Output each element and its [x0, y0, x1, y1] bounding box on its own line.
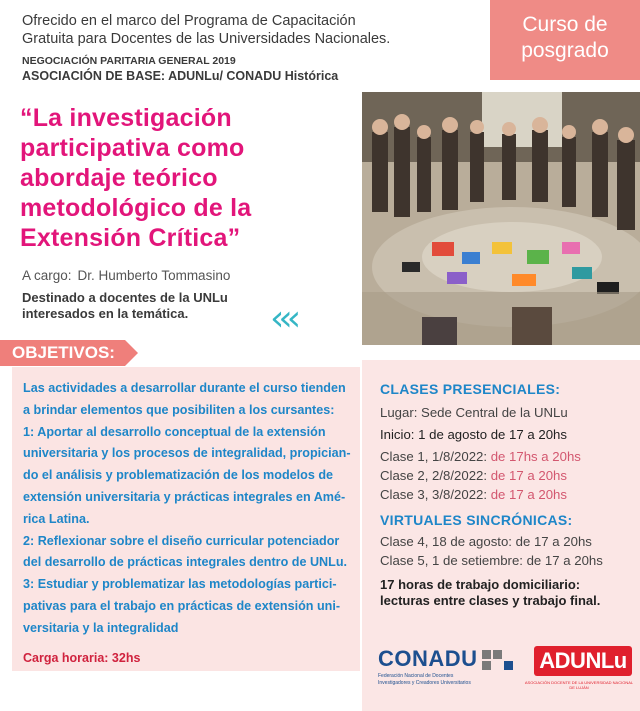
clase-2-line [380, 468, 567, 483]
audience-line-1: Destinado a docentes de la UNLu [22, 290, 228, 305]
objetivos-line: 3: Estudiar y problematizar las metodologías partici- [23, 577, 337, 592]
audience-line-2: interesados en la temática. [22, 306, 189, 321]
objetivos-line: extensión universitaria y prácticas integrales en Amé- [23, 489, 346, 504]
title-line-5: Extensión Crítica” [20, 224, 241, 252]
badge-line-2: posgrado [521, 39, 609, 62]
adunlu-logo-sub: ASOCIACIÓN DOCENTE DE LA UNIVERSIDAD NACIONAL DE LUJÁN [524, 680, 634, 690]
domiciliario-line-1: 17 horas de trabajo domiciliario: [380, 577, 581, 592]
title-line-2: participativa como [20, 134, 245, 162]
header-line-1: Ofrecido en el marco del Programa de Capacitación [22, 13, 356, 29]
instructor [22, 268, 230, 283]
chevron-left-icon: ‹‹‹ [270, 298, 296, 339]
lugar-line: Lugar: Sede Central de la UNLu [380, 405, 568, 420]
objetivos-line: a brindar elementos que posibiliten a los cursantes: [23, 402, 335, 417]
header-block [22, 12, 462, 84]
clase-2-label: Clase 2, 2/8/2022: [380, 468, 488, 483]
header-line-4: ASOCIACIÓN DE BASE: ADUNLu/ CONADU Histórica [22, 69, 339, 83]
objetivos-line: 2: Reflexionar sobre el diseño curricular potenciador [23, 533, 340, 548]
clase-2-time: de 17 a 20hs [487, 468, 567, 483]
objetivos-line: universitaria y los procesos de integralidad, propician- [23, 446, 351, 461]
instructor-name: Dr. Humberto Tommasino [77, 268, 231, 283]
conadu-logo-sub-1: Federación Nacional de Docentes [378, 673, 454, 679]
instructor-label: A cargo: [22, 268, 72, 283]
course-type-badge [490, 0, 640, 80]
conadu-logo-text: CONADU [378, 646, 478, 671]
presenciales-heading: CLASES PRESENCIALES: [380, 381, 561, 397]
audience [22, 290, 252, 322]
header-line-2: Gratuita para Docentes de las Universidades Nacionales. [22, 31, 391, 47]
virtuales-heading: VIRTUALES SINCRÓNICAS: [380, 512, 573, 528]
objetivos-tag: OBJETIVOS: [0, 340, 125, 366]
course-title [20, 103, 350, 253]
inicio-line: Inicio: 1 de agosto de 17 a 20hs [380, 427, 567, 442]
objetivos-line: do el análisis y problematización de los modelos de [23, 468, 334, 483]
clase-5-line: Clase 5, 1 de setiembre: de 17 a 20hs [380, 553, 603, 568]
carga-horaria: Carga horaria: 32hs [23, 651, 141, 665]
conadu-mark-icon [482, 650, 512, 674]
clase-4-line: Clase 4, 18 de agosto: de 17 a 20hs [380, 534, 592, 549]
objetivos-line: del desarrollo de prácticas integrales dentro de UNLu. [23, 555, 348, 570]
title-line-1: “La investigación [20, 104, 232, 132]
workshop-photo [362, 92, 640, 345]
objetivos-line: pativas para el trabajo en prácticas de extensión uni- [23, 598, 341, 613]
title-line-3: abordaje teórico [20, 164, 218, 192]
objetivos-line: versitaria y la integralidad [23, 620, 179, 635]
objetivos-line: rica Latina. [23, 511, 90, 526]
conadu-logo-sub-2: Investigadores y Creadores Universitarios [378, 680, 471, 686]
title-line-4: metodológico de la [20, 194, 252, 222]
objetivos-line: 1: Aportar al desarrollo conceptual de la extensión [23, 424, 326, 439]
adunlu-logo: ADUNLu [534, 646, 632, 676]
domiciliario-note [380, 577, 630, 609]
badge-line-1: Curso de [522, 13, 608, 36]
clase-3-time: de 17 a 20hs [487, 487, 567, 502]
objetivos-line: Las actividades a desarrollar durante el curso tienden [23, 381, 346, 395]
domiciliario-line-2: lecturas entre clases y trabajo final. [380, 593, 601, 608]
clase-3-line [380, 487, 567, 502]
clase-1-label: Clase 1, 1/8/2022: [380, 449, 488, 464]
clase-1-time: de 17hs a 20hs [487, 449, 581, 464]
clase-1-line [380, 449, 581, 464]
clase-3-label: Clase 3, 3/8/2022: [380, 487, 488, 502]
header-line-3: NEGOCIACIÓN PARITARIA GENERAL 2019 [22, 55, 236, 67]
objetivos-text [23, 378, 355, 640]
